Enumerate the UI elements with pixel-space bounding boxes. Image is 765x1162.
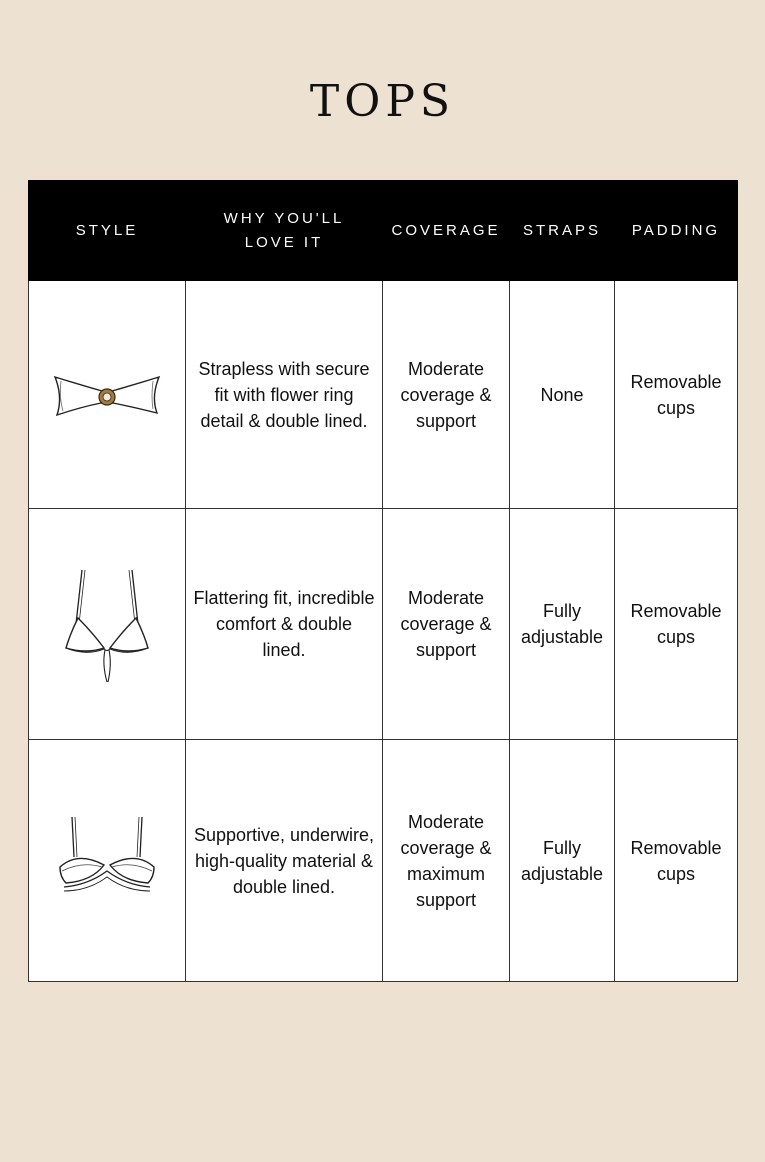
header-style: STYLE — [29, 181, 186, 281]
table-row — [29, 509, 738, 740]
style-cell — [29, 509, 186, 740]
table-row — [29, 281, 738, 509]
header-straps: STRAPS — [510, 181, 615, 281]
tops-comparison-table — [28, 180, 738, 982]
padding-cell: Removable cups — [615, 281, 738, 509]
padding-cell: Removable cups — [615, 509, 738, 740]
table-row — [29, 740, 738, 982]
why-cell: Flattering fit, incredible comfort & double lined. — [186, 509, 383, 740]
straps-cell: None — [510, 281, 615, 509]
header-why-youll-love-it — [186, 181, 383, 281]
header-why-label: WHY YOU'LL LOVE IT — [223, 209, 345, 251]
coverage-cell: Moderate coverage & maximum support — [383, 740, 510, 982]
why-cell: Strapless with secure fit with flower ring detail & double lined. — [186, 281, 383, 509]
header-coverage: COVERAGE — [383, 181, 510, 281]
table-header-row — [29, 181, 738, 281]
bandeau-top-icon — [47, 355, 167, 435]
page-title: TOPS — [309, 76, 456, 127]
why-cell: Supportive, underwire, high-quality material & double lined. — [186, 740, 383, 982]
style-cell — [29, 281, 186, 509]
padding-cell: Removable cups — [615, 740, 738, 982]
straps-cell: Fully adjustable — [510, 509, 615, 740]
header-padding: PADDING — [615, 181, 738, 281]
coverage-cell: Moderate coverage & support — [383, 281, 510, 509]
straps-cell: Fully adjustable — [510, 740, 615, 982]
triangle-top-icon — [52, 564, 162, 684]
coverage-cell: Moderate coverage & support — [383, 509, 510, 740]
underwire-top-icon — [52, 811, 162, 911]
style-cell — [29, 740, 186, 982]
